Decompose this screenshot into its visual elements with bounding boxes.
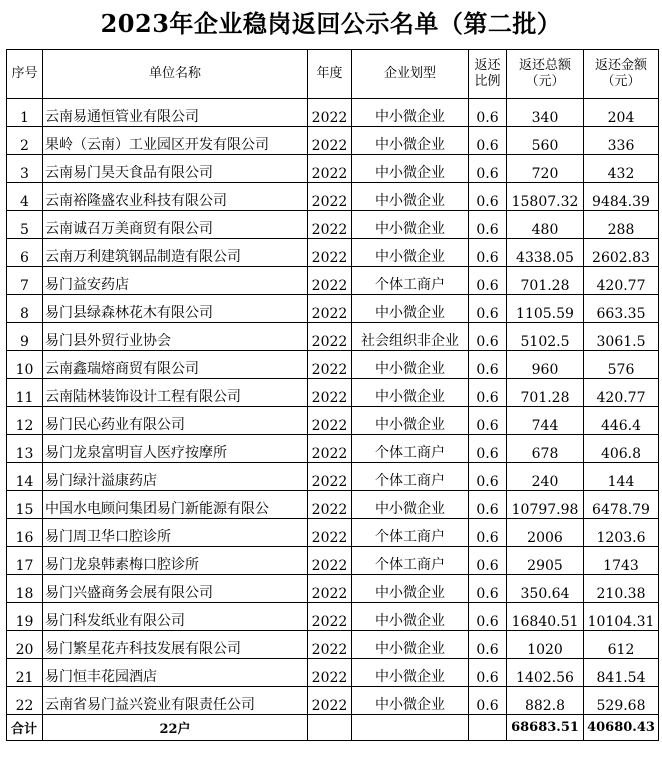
cell-return-amount: 420.77 — [584, 379, 659, 407]
cell-return-total: 2905 — [507, 547, 584, 575]
cell-enterprise-type: 中小微企业 — [352, 379, 469, 407]
page-title: 2023年企业稳岗返回公示名单（第二批） — [100, 9, 562, 38]
table-row — [7, 211, 659, 239]
cell-return-amount: 3061.5 — [584, 323, 659, 351]
cell-index: 20 — [7, 631, 43, 659]
header-ratio-line1: 返还 — [474, 58, 501, 73]
header-year: 年度 — [308, 50, 352, 99]
cell-return-ratio: 0.6 — [469, 239, 507, 267]
cell-return-amount: 529.68 — [584, 687, 659, 715]
cell-index: 7 — [7, 267, 43, 295]
header-type: 企业划型 — [352, 50, 469, 99]
cell-return-ratio: 0.6 — [469, 435, 507, 463]
cell-year: 2022 — [308, 547, 352, 575]
cell-company-name: 云南鑫瑞熔商贸有限公司 — [43, 351, 308, 379]
cell-enterprise-type: 中小微企业 — [352, 183, 469, 211]
table-row — [7, 491, 659, 519]
cell-index: 11 — [7, 379, 43, 407]
cell-year: 2022 — [308, 295, 352, 323]
cell-return-amount: 204 — [584, 99, 659, 127]
cell-year: 2022 — [308, 99, 352, 127]
cell-year: 2022 — [308, 183, 352, 211]
cell-return-ratio: 0.6 — [469, 463, 507, 491]
table-row — [7, 547, 659, 575]
cell-return-ratio: 0.6 — [469, 603, 507, 631]
cell-return-amount: 144 — [584, 463, 659, 491]
cell-company-name: 易门恒丰花园酒店 — [43, 659, 308, 687]
cell-company-name: 云南易通恒管业有限公司 — [43, 99, 308, 127]
table-row — [7, 379, 659, 407]
cell-enterprise-type: 中小微企业 — [352, 127, 469, 155]
cell-company-name: 易门县外贸行业协会 — [43, 323, 308, 351]
cell-return-ratio: 0.6 — [469, 155, 507, 183]
cell-return-total: 16840.51 — [507, 603, 584, 631]
cell-year: 2022 — [308, 267, 352, 295]
cell-return-ratio: 0.6 — [469, 295, 507, 323]
cell-index: 17 — [7, 547, 43, 575]
cell-year: 2022 — [308, 575, 352, 603]
cell-year: 2022 — [308, 659, 352, 687]
cell-return-total: 701.28 — [507, 267, 584, 295]
table-row — [7, 183, 659, 211]
cell-return-total: 560 — [507, 127, 584, 155]
header-amount-line2: （元） — [601, 74, 641, 89]
cell-return-total: 350.64 — [507, 575, 584, 603]
cell-return-amount: 1203.6 — [584, 519, 659, 547]
cell-year: 2022 — [308, 687, 352, 715]
cell-company-name: 易门周卫华口腔诊所 — [43, 519, 308, 547]
cell-return-total: 1105.59 — [507, 295, 584, 323]
cell-index: 13 — [7, 435, 43, 463]
cell-enterprise-type: 社会组织非企业 — [352, 323, 469, 351]
table-row — [7, 323, 659, 351]
cell-enterprise-type: 个体工商户 — [352, 463, 469, 491]
cell-index: 15 — [7, 491, 43, 519]
table-row — [7, 435, 659, 463]
cell-index: 5 — [7, 211, 43, 239]
cell-index: 22 — [7, 687, 43, 715]
table-row — [7, 155, 659, 183]
cell-enterprise-type: 中小微企业 — [352, 351, 469, 379]
cell-company-name: 云南裕隆盛农业科技有限公司 — [43, 183, 308, 211]
total-empty-type — [352, 715, 469, 741]
table-row — [7, 519, 659, 547]
cell-year: 2022 — [308, 603, 352, 631]
cell-return-total: 240 — [507, 463, 584, 491]
cell-return-amount: 210.38 — [584, 575, 659, 603]
cell-year: 2022 — [308, 211, 352, 239]
table-row — [7, 687, 659, 715]
cell-return-amount: 9484.39 — [584, 183, 659, 211]
cell-company-name: 易门益安药店 — [43, 267, 308, 295]
cell-return-ratio: 0.6 — [469, 659, 507, 687]
cell-return-total: 340 — [507, 99, 584, 127]
cell-index: 21 — [7, 659, 43, 687]
cell-year: 2022 — [308, 323, 352, 351]
total-sum-amount: 40680.43 — [584, 715, 659, 741]
cell-company-name: 云南诚召万美商贸有限公司 — [43, 211, 308, 239]
cell-enterprise-type: 中小微企业 — [352, 603, 469, 631]
header-ratio — [469, 50, 507, 99]
cell-return-total: 744 — [507, 407, 584, 435]
table-row — [7, 603, 659, 631]
cell-index: 2 — [7, 127, 43, 155]
table-row — [7, 463, 659, 491]
table-row — [7, 295, 659, 323]
cell-index: 6 — [7, 239, 43, 267]
cell-year: 2022 — [308, 407, 352, 435]
cell-return-amount: 1743 — [584, 547, 659, 575]
header-idx: 序号 — [7, 50, 43, 99]
cell-return-amount: 10104.31 — [584, 603, 659, 631]
cell-company-name: 云南陆林装饰设计工程有限公司 — [43, 379, 308, 407]
table-row — [7, 239, 659, 267]
cell-return-amount: 420.77 — [584, 267, 659, 295]
cell-enterprise-type: 个体工商户 — [352, 435, 469, 463]
header-ratio-line2: 比例 — [474, 74, 501, 89]
cell-return-ratio: 0.6 — [469, 687, 507, 715]
total-count: 22户 — [43, 715, 308, 741]
cell-return-total: 960 — [507, 351, 584, 379]
cell-enterprise-type: 个体工商户 — [352, 547, 469, 575]
cell-return-total: 678 — [507, 435, 584, 463]
cell-return-ratio: 0.6 — [469, 127, 507, 155]
cell-company-name: 易门绿汁溢康药店 — [43, 463, 308, 491]
cell-company-name: 易门县绿森林花木有限公司 — [43, 295, 308, 323]
header-total-line1: 返还总额 — [518, 58, 571, 73]
cell-return-total: 480 — [507, 211, 584, 239]
cell-company-name: 云南易门昊天食品有限公司 — [43, 155, 308, 183]
cell-year: 2022 — [308, 379, 352, 407]
cell-return-total: 5102.5 — [507, 323, 584, 351]
cell-year: 2022 — [308, 491, 352, 519]
total-empty-ratio — [469, 715, 507, 741]
cell-index: 8 — [7, 295, 43, 323]
cell-company-name: 果岭（云南）工业园区开发有限公司 — [43, 127, 308, 155]
cell-return-ratio: 0.6 — [469, 323, 507, 351]
cell-return-amount: 406.8 — [584, 435, 659, 463]
total-sum-total: 68683.51 — [507, 715, 584, 741]
cell-company-name: 中国水电顾问集团易门新能源有限公 — [43, 491, 308, 519]
cell-index: 4 — [7, 183, 43, 211]
cell-return-amount: 288 — [584, 211, 659, 239]
cell-enterprise-type: 中小微企业 — [352, 575, 469, 603]
table-row — [7, 127, 659, 155]
cell-return-amount: 6478.79 — [584, 491, 659, 519]
cell-enterprise-type: 中小微企业 — [352, 407, 469, 435]
cell-enterprise-type: 中小微企业 — [352, 155, 469, 183]
cell-return-amount: 432 — [584, 155, 659, 183]
cell-index: 14 — [7, 463, 43, 491]
cell-return-ratio: 0.6 — [469, 267, 507, 295]
header-name: 单位名称 — [43, 50, 308, 99]
roster-table — [6, 49, 659, 741]
cell-enterprise-type: 中小微企业 — [352, 659, 469, 687]
cell-return-ratio: 0.6 — [469, 547, 507, 575]
cell-enterprise-type: 中小微企业 — [352, 491, 469, 519]
cell-return-ratio: 0.6 — [469, 491, 507, 519]
cell-year: 2022 — [308, 435, 352, 463]
cell-index: 12 — [7, 407, 43, 435]
cell-return-total: 2006 — [507, 519, 584, 547]
cell-year: 2022 — [308, 239, 352, 267]
cell-enterprise-type: 中小微企业 — [352, 295, 469, 323]
cell-enterprise-type: 中小微企业 — [352, 631, 469, 659]
cell-return-amount: 841.54 — [584, 659, 659, 687]
table-row — [7, 267, 659, 295]
cell-return-ratio: 0.6 — [469, 211, 507, 239]
cell-return-ratio: 0.6 — [469, 575, 507, 603]
cell-enterprise-type: 中小微企业 — [352, 99, 469, 127]
cell-index: 18 — [7, 575, 43, 603]
cell-return-ratio: 0.6 — [469, 99, 507, 127]
cell-return-amount: 663.35 — [584, 295, 659, 323]
cell-enterprise-type: 个体工商户 — [352, 267, 469, 295]
header-amount — [584, 50, 659, 99]
cell-enterprise-type: 个体工商户 — [352, 519, 469, 547]
cell-return-ratio: 0.6 — [469, 379, 507, 407]
cell-company-name: 云南省易门益兴瓷业有限责任公司 — [43, 687, 308, 715]
cell-enterprise-type: 中小微企业 — [352, 687, 469, 715]
cell-return-total: 4338.05 — [507, 239, 584, 267]
total-row — [7, 715, 659, 741]
total-label: 合计 — [7, 715, 43, 741]
cell-return-total: 1402.56 — [507, 659, 584, 687]
cell-enterprise-type: 中小微企业 — [352, 239, 469, 267]
cell-company-name: 易门科发纸业有限公司 — [43, 603, 308, 631]
cell-company-name: 易门民心药业有限公司 — [43, 407, 308, 435]
cell-return-total: 882.8 — [507, 687, 584, 715]
cell-return-total: 15807.32 — [507, 183, 584, 211]
cell-company-name: 易门繁星花卉科技发展有限公司 — [43, 631, 308, 659]
cell-return-total: 10797.98 — [507, 491, 584, 519]
cell-year: 2022 — [308, 463, 352, 491]
cell-return-amount: 446.4 — [584, 407, 659, 435]
cell-year: 2022 — [308, 155, 352, 183]
cell-return-total: 701.28 — [507, 379, 584, 407]
table-row — [7, 659, 659, 687]
table-row — [7, 99, 659, 127]
table-row — [7, 407, 659, 435]
cell-year: 2022 — [308, 127, 352, 155]
cell-year: 2022 — [308, 351, 352, 379]
cell-year: 2022 — [308, 519, 352, 547]
cell-index: 3 — [7, 155, 43, 183]
cell-return-ratio: 0.6 — [469, 183, 507, 211]
cell-index: 16 — [7, 519, 43, 547]
table-body — [7, 99, 659, 715]
cell-company-name: 易门兴盛商务会展有限公司 — [43, 575, 308, 603]
header-amount-line1: 返还金额 — [594, 58, 647, 73]
total-empty-year — [308, 715, 352, 741]
table-row — [7, 631, 659, 659]
cell-company-name: 易门龙泉富明盲人医疗按摩所 — [43, 435, 308, 463]
cell-index: 9 — [7, 323, 43, 351]
header-total-line2: （元） — [525, 74, 565, 89]
table-row — [7, 575, 659, 603]
cell-enterprise-type: 中小微企业 — [352, 211, 469, 239]
cell-return-ratio: 0.6 — [469, 631, 507, 659]
cell-return-amount: 576 — [584, 351, 659, 379]
cell-return-amount: 612 — [584, 631, 659, 659]
cell-index: 1 — [7, 99, 43, 127]
cell-return-total: 1020 — [507, 631, 584, 659]
table-header-row — [7, 50, 659, 99]
table-row — [7, 351, 659, 379]
cell-index: 10 — [7, 351, 43, 379]
cell-return-ratio: 0.6 — [469, 519, 507, 547]
cell-company-name: 云南万利建筑钢品制造有限公司 — [43, 239, 308, 267]
cell-return-amount: 2602.83 — [584, 239, 659, 267]
cell-return-amount: 336 — [584, 127, 659, 155]
cell-index: 19 — [7, 603, 43, 631]
cell-year: 2022 — [308, 631, 352, 659]
cell-company-name: 易门龙泉韩素梅口腔诊所 — [43, 547, 308, 575]
cell-return-total: 720 — [507, 155, 584, 183]
cell-return-ratio: 0.6 — [469, 407, 507, 435]
header-total — [507, 50, 584, 99]
cell-return-ratio: 0.6 — [469, 351, 507, 379]
